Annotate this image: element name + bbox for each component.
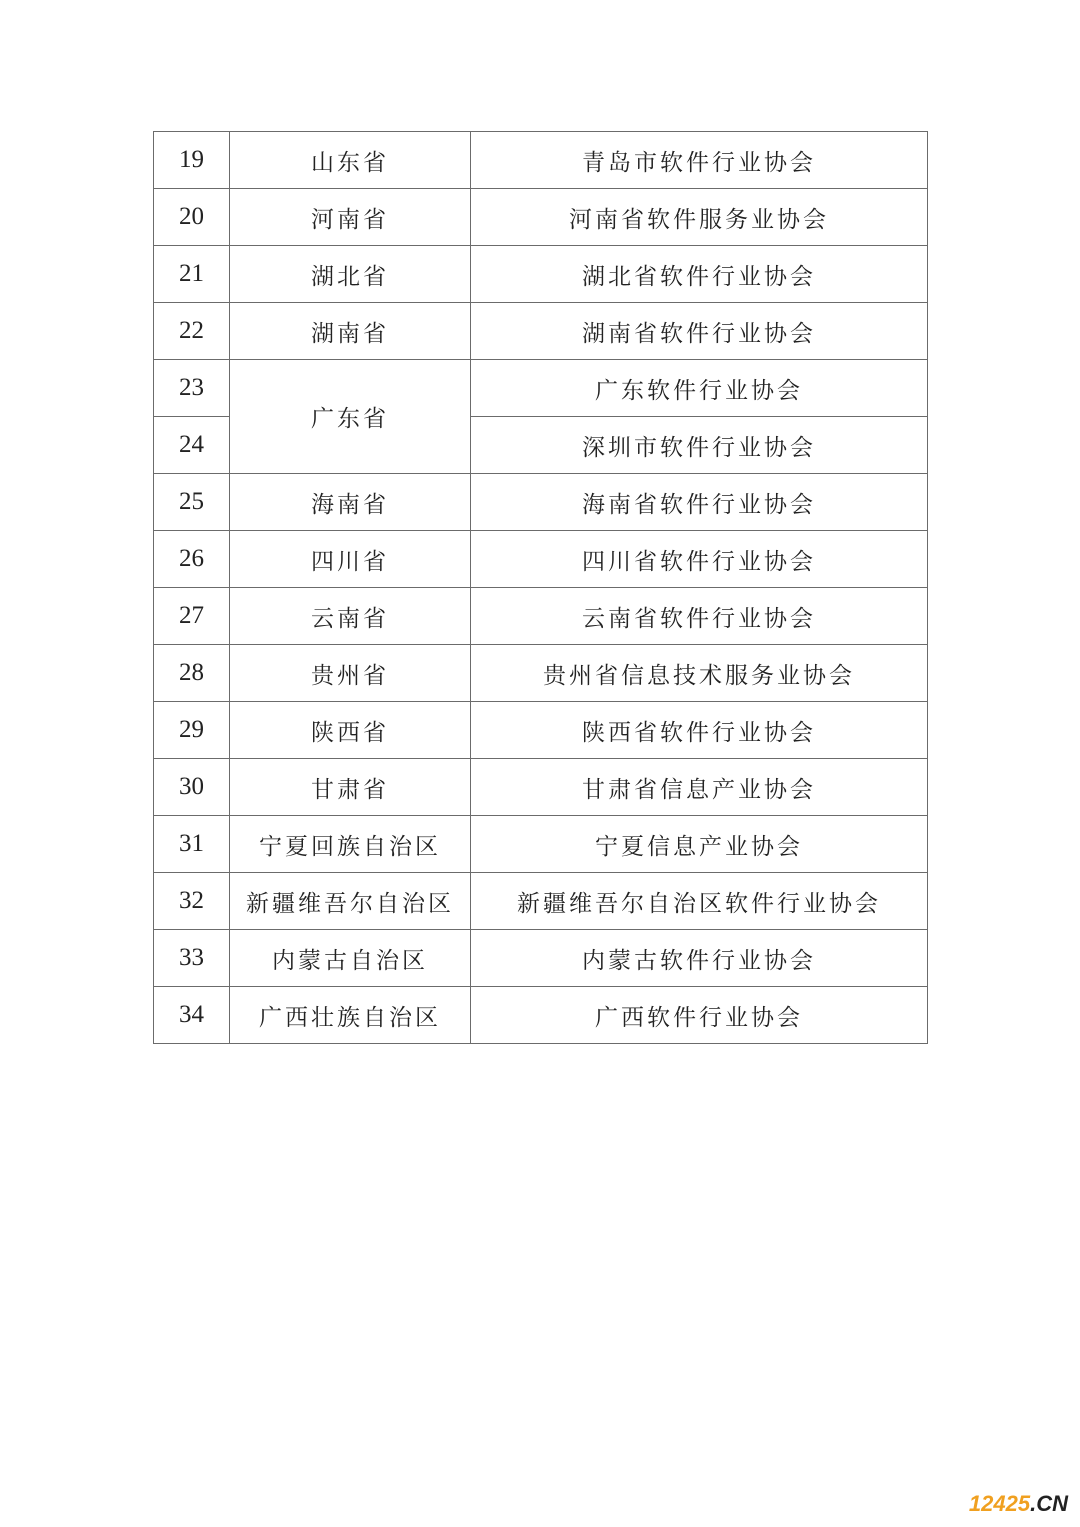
table-row — [154, 702, 928, 759]
table-row — [154, 303, 928, 360]
row-number: 24 — [154, 417, 230, 474]
association-cell: 新疆维吾尔自治区软件行业协会 — [471, 873, 928, 930]
province-cell: 湖南省 — [230, 303, 471, 360]
association-cell: 内蒙古软件行业协会 — [471, 930, 928, 987]
watermark-number: 12425 — [968, 1491, 1031, 1516]
association-cell: 云南省软件行业协会 — [471, 588, 928, 645]
province-cell: 广西壮族自治区 — [230, 987, 471, 1044]
province-cell: 新疆维吾尔自治区 — [230, 873, 471, 930]
table-row — [154, 759, 928, 816]
row-number: 20 — [154, 189, 230, 246]
row-number: 32 — [154, 873, 230, 930]
province-cell: 海南省 — [230, 474, 471, 531]
association-cell: 湖南省软件行业协会 — [471, 303, 928, 360]
province-cell: 河南省 — [230, 189, 471, 246]
table-row — [154, 588, 928, 645]
watermark-suffix: .CN — [1030, 1491, 1068, 1516]
row-number: 21 — [154, 246, 230, 303]
province-cell: 云南省 — [230, 588, 471, 645]
table-row — [154, 930, 928, 987]
table-row — [154, 645, 928, 702]
table-row — [154, 360, 928, 417]
province-cell: 内蒙古自治区 — [230, 930, 471, 987]
row-number: 30 — [154, 759, 230, 816]
table-row — [154, 816, 928, 873]
table-row — [154, 474, 928, 531]
association-cell: 青岛市软件行业协会 — [471, 132, 928, 189]
row-number: 34 — [154, 987, 230, 1044]
association-cell: 宁夏信息产业协会 — [471, 816, 928, 873]
province-cell-merged: 广东省 — [230, 360, 471, 474]
row-number: 19 — [154, 132, 230, 189]
province-cell: 陕西省 — [230, 702, 471, 759]
table-row — [154, 531, 928, 588]
association-cell: 甘肃省信息产业协会 — [471, 759, 928, 816]
association-cell: 湖北省软件行业协会 — [471, 246, 928, 303]
association-cell: 广东软件行业协会 — [471, 360, 928, 417]
association-cell: 四川省软件行业协会 — [471, 531, 928, 588]
province-cell: 贵州省 — [230, 645, 471, 702]
site-watermark — [969, 1491, 1068, 1517]
row-number: 22 — [154, 303, 230, 360]
province-cell: 山东省 — [230, 132, 471, 189]
association-cell: 贵州省信息技术服务业协会 — [471, 645, 928, 702]
row-number: 23 — [154, 360, 230, 417]
row-number: 27 — [154, 588, 230, 645]
table-row — [154, 246, 928, 303]
row-number: 29 — [154, 702, 230, 759]
association-cell: 深圳市软件行业协会 — [471, 417, 928, 474]
association-cell: 广西软件行业协会 — [471, 987, 928, 1044]
row-number: 26 — [154, 531, 230, 588]
table-row — [154, 987, 928, 1044]
association-cell: 海南省软件行业协会 — [471, 474, 928, 531]
province-cell: 宁夏回族自治区 — [230, 816, 471, 873]
row-number: 25 — [154, 474, 230, 531]
province-cell: 甘肃省 — [230, 759, 471, 816]
association-cell: 陕西省软件行业协会 — [471, 702, 928, 759]
association-table — [153, 131, 928, 1044]
province-cell: 四川省 — [230, 531, 471, 588]
row-number: 28 — [154, 645, 230, 702]
row-number: 31 — [154, 816, 230, 873]
table-row — [154, 873, 928, 930]
table-row — [154, 189, 928, 246]
association-cell: 河南省软件服务业协会 — [471, 189, 928, 246]
row-number: 33 — [154, 930, 230, 987]
table-row — [154, 132, 928, 189]
province-cell: 湖北省 — [230, 246, 471, 303]
